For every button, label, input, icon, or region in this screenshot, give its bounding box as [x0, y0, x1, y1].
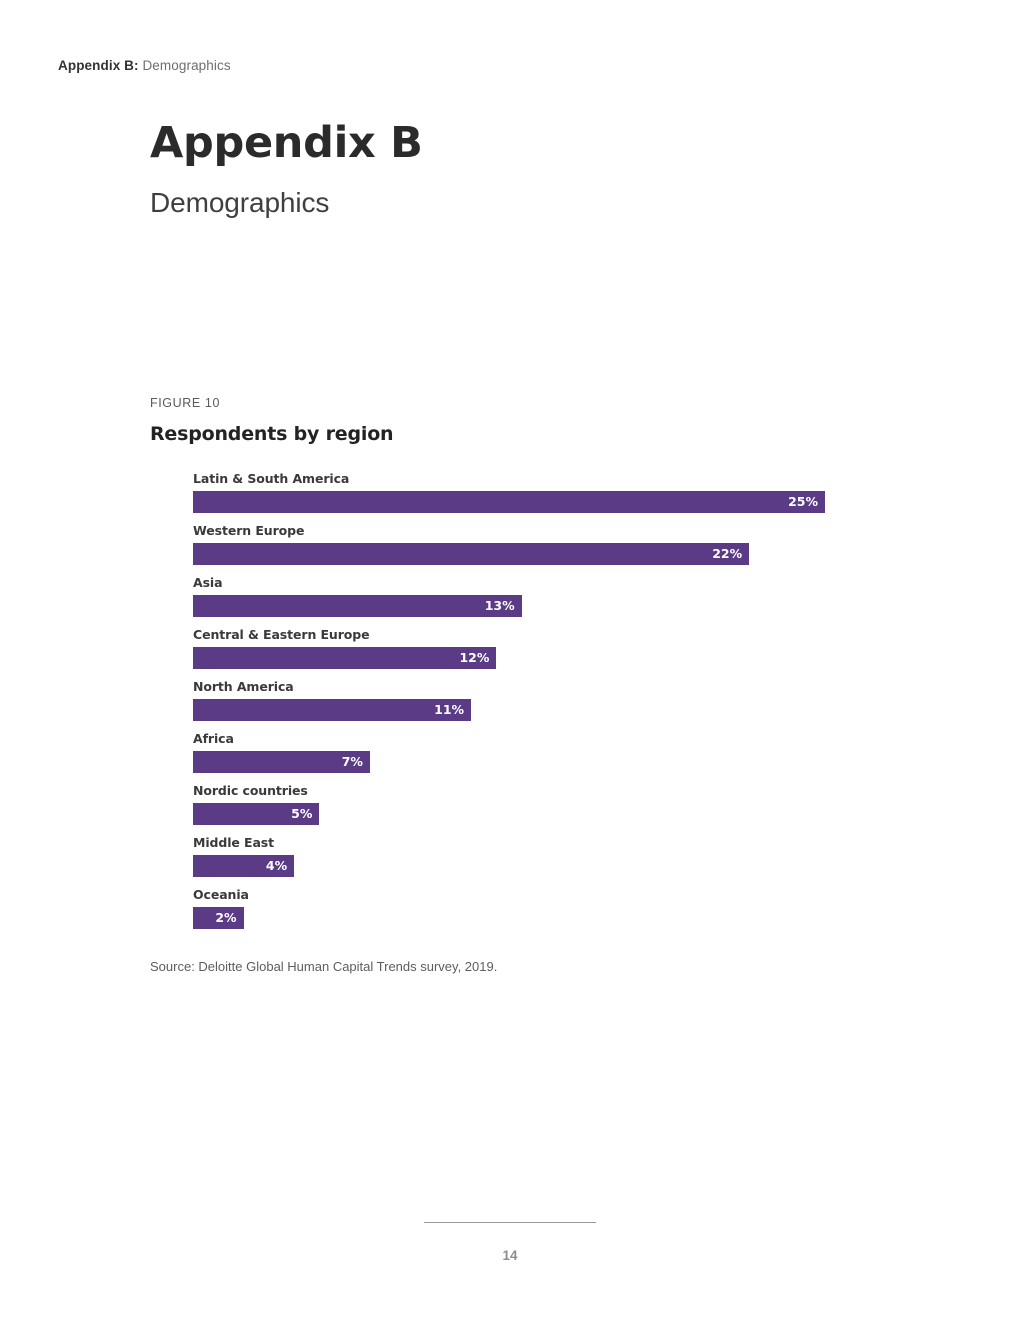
bar-fill — [193, 491, 825, 513]
page-title: Appendix B — [150, 118, 423, 168]
bar-row — [193, 679, 870, 721]
bar-fill — [193, 907, 244, 929]
bar-value-label: 12% — [459, 649, 490, 665]
bar-category-label: Africa — [193, 731, 234, 746]
bar-track — [193, 855, 870, 877]
bar-category-label: Western Europe — [193, 523, 305, 538]
running-head-strong: Appendix B: — [58, 58, 139, 73]
bar-fill — [193, 803, 319, 825]
bar-row — [193, 471, 870, 513]
footer-divider — [424, 1222, 596, 1223]
bar-fill — [193, 647, 496, 669]
bar-value-label: 7% — [341, 753, 363, 769]
bar-fill — [193, 543, 749, 565]
running-head — [58, 58, 231, 73]
bar-row — [193, 835, 870, 877]
bar-row — [193, 627, 870, 669]
figure-title: Respondents by region — [150, 423, 394, 445]
bar-category-label: North America — [193, 679, 294, 694]
bar-value-label: 13% — [484, 597, 515, 613]
bar-value-label: 2% — [215, 909, 237, 925]
bar-track — [193, 907, 870, 929]
bar-track — [193, 699, 870, 721]
bar-track — [193, 543, 870, 565]
figure-respondents-by-region — [150, 396, 870, 974]
bar-row — [193, 887, 870, 929]
bar-fill — [193, 595, 522, 617]
bar-row — [193, 575, 870, 617]
bar-value-label: 11% — [434, 701, 465, 717]
bar-row — [193, 731, 870, 773]
bar-category-label: Latin & South America — [193, 471, 350, 486]
bar-category-label: Oceania — [193, 887, 249, 902]
bar-track — [193, 803, 870, 825]
bar-category-label: Asia — [193, 575, 223, 590]
running-head-rest: Demographics — [138, 58, 231, 73]
bar-row — [193, 783, 870, 825]
bar-value-label: 5% — [291, 805, 313, 821]
bar-fill — [193, 855, 294, 877]
title-block — [150, 120, 850, 219]
bar-category-label: Middle East — [193, 835, 275, 850]
page-number: 14 — [502, 1248, 518, 1263]
bar-fill — [193, 751, 370, 773]
page-subtitle: Demographics — [150, 187, 330, 219]
bar-row — [193, 523, 870, 565]
bar-track — [193, 647, 870, 669]
bar-value-label: 4% — [265, 857, 288, 873]
bar-category-label: Nordic countries — [193, 783, 308, 798]
bar-track — [193, 751, 870, 773]
figure-source: Source: Deloitte Global Human Capital Trends survey, 2019. — [150, 959, 498, 974]
figure-number: FIGURE 10 — [150, 396, 220, 410]
bar-track — [193, 491, 870, 513]
bar-fill — [193, 699, 471, 721]
bar-chart — [150, 471, 870, 929]
bar-category-label: Central & Eastern Europe — [193, 627, 370, 642]
bar-value-label: 25% — [788, 493, 818, 509]
bar-track — [193, 595, 870, 617]
bar-value-label: 22% — [712, 545, 743, 561]
